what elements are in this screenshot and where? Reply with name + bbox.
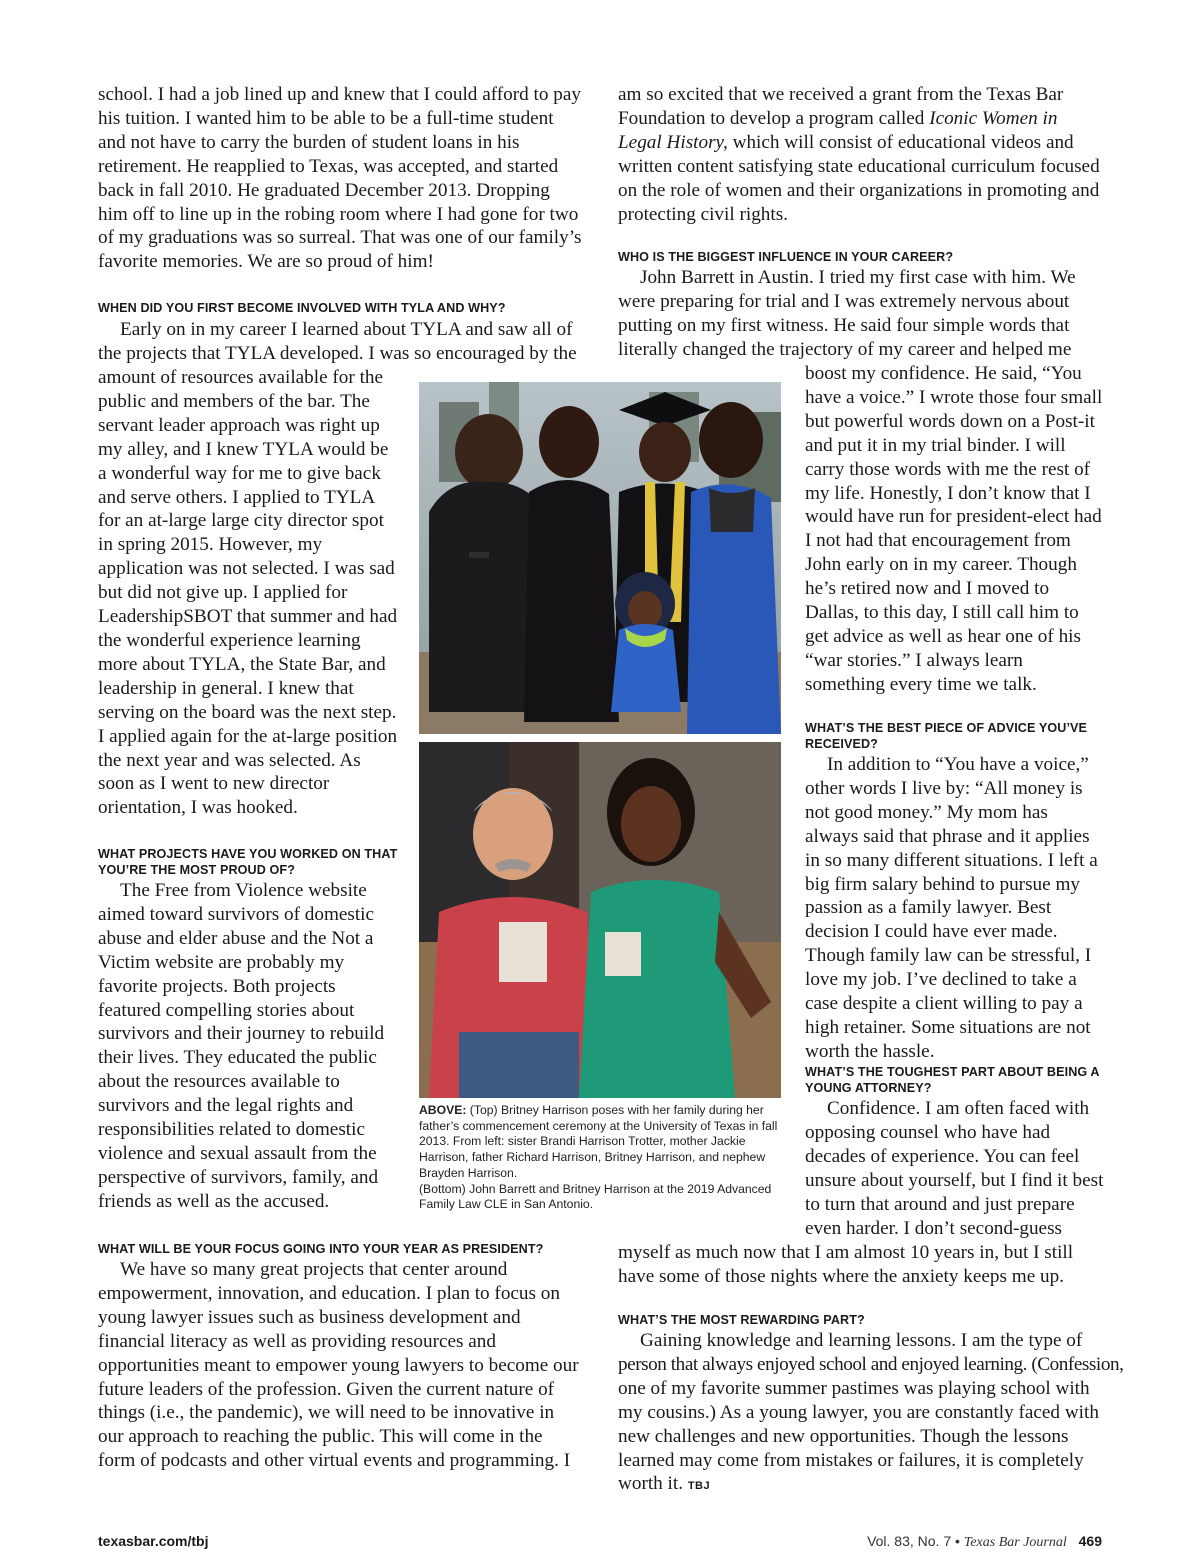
footer-folio [867, 1533, 1102, 1551]
footer-url[interactable]: texasbar.com/tbj [98, 1533, 209, 1549]
barrett-harrison-image [419, 742, 781, 1098]
grant-program-title: Iconic Women in Legal History, [618, 107, 1058, 153]
projects-paragraph: The Free from Violence website aimed toward survivors of domestic abuse and elder abuse and the Not a Victim website are probably my favorite projects. Both projects featured compelling stories about survivors and their journey to rebuild their lives. They educated the public about the resources available to survivors and the legal rights and responsibilities related to domestic violence and sexual assault from the perspective of survivors, family, and friends as well as the accused. [98, 880, 385, 1212]
heading-projects: WHAT PROJECTS HAVE YOU WORKED ON THAT YOU’RE THE MOST PROUD OF? [98, 847, 398, 877]
footer-volume: Vol. 83, No. 7 [867, 1533, 952, 1549]
rewarding-line-1: Gaining knowledge and learning lessons. I am the type of [640, 1330, 1083, 1351]
page-number: 469 [1078, 1533, 1102, 1549]
heading-toughest: WHAT’S THE TOUGHEST PART ABOUT BEING A YOUNG ATTORNEY? [805, 1065, 1100, 1095]
rewarding-line-2: person that always enjoyed school and enjoyed learning. (Confession, [618, 1353, 1124, 1375]
tyla-paragraph-wide: Early on in my career I learned about TYLA and saw all of the projects that TYLA developed. I was so encouraged by the [98, 319, 577, 364]
intro-paragraph: school. I had a job lined up and knew that I could afford to pay his tuition. I wanted him to be able to be a full-time student and not have to carry the burden of student loans in his retirement. He reapplied to Texas, was accepted, and started back in fall 2010. He graduated December 2013. Dropping him off to line up in the robing room where I had gone for two of my graduations was so surreal. That was one of our family’s favorite memories. We are so proud of him! [98, 84, 582, 273]
footer-bullet: • [955, 1533, 960, 1549]
grant-text-b: which will consist of educational videos and written content satisfying state educational curriculum focused on the role of women and their organizations in promoting and protecting civil rights. [618, 131, 1100, 225]
family-graduation-image [419, 382, 781, 734]
influence-paragraph-narrow: boost my confidence. He said, “You have a voice.” I wrote those four small but powerful words down on a Post-it and put it in my trial binder. I will carry those words with me the rest of my life. Honestly, I don’t know that I would have run for president-elect had I not had that encouragement from John early on in my career. Though he’s retired now and I moved to Dallas, to this day, I still call him to get advice as well as hear one of his “war stories.” I always learn something every time we talk. [805, 363, 1103, 695]
caption-bottom: (Bottom) John Barrett and Britney Harrison at the 2019 Advanced Family Law CLE in San Antonio. [419, 1181, 772, 1212]
focus-paragraph: We have so many great projects that center around empowerment, innovation, and education. I plan to focus on young lawyer issues such as business development and financial literacy as well as providing resources and opportunities meant to empower young lawyers to become our future leaders of the profession. Given the current nature of things (i.e., the pandemic), we will need to be innovative in our approach to reaching the public. This will come in the form of podcasts and other virtual events and programming. I [98, 1259, 579, 1472]
toughest-paragraph-wide: myself as much now that I am almost 10 years in, but I still have some of those nights where the anxiety keeps me up. [618, 1242, 1074, 1287]
grant-paragraph [618, 83, 1104, 226]
caption-top: (Top) Britney Harrison poses with her family during her father’s commencement ceremony at the University of Texas in fall 2013. From left: sister Brandi Harrison Trotter, mother Jackie Harrison, father Richard Harrison, Britney Harrison, and nephew Brayden Harrison. [419, 1103, 778, 1180]
heading-rewarding: WHAT’S THE MOST REWARDING PART? [618, 1313, 865, 1327]
rewarding-paragraph [618, 1329, 1124, 1499]
advice-paragraph: In addition to “You have a voice,” other words I live by: “All money is not good money.” My mom has always said that phrase and it applies in so many different situations. I left a big firm salary behind to pursue my passion as a family lawyer. Best decision I could have ever made. Though family law can be stressful, I love my job. I’ve declined to take a case despite a client willing to pay a high retainer. Some situations are not worth the hassle. [805, 754, 1098, 1062]
grant-text-a: am so excited that we received a grant from the Texas Bar Foundation to develop a program called [618, 84, 1064, 129]
photo-caption [419, 1103, 783, 1213]
heading-influence: WHO IS THE BIGGEST INFLUENCE IN YOUR CAREER? [618, 250, 954, 264]
rewarding-rest: one of my favorite summer pastimes was playing school with my cousins.) As a young lawyer, you are constantly faced with new challenges and new opportunities. Though the lessons learned may come from mistakes or failures, it is completely worth it. [618, 1377, 1099, 1495]
tyla-paragraph-narrow: amount of resources available for the public and members of the bar. The servant leader approach was right up my alley, and I knew TYLA would be a wonderful way for me to give back and serve others. I applied to TYLA for an at-large large city director spot in spring 2015. However, my application was not selected. I was sad but did not give up. I applied for LeadershipSBOT that summer and had the wonderful experience learning more about TYLA, the State Bar, and leadership in general. I knew that serving on the board was the next step. I applied again for the at-large position the next year and was selected. As soon as I went to new director orientation, I was hooked. [98, 367, 398, 819]
heading-advice: WHAT’S THE BEST PIECE OF ADVICE YOU’VE RECEIVED? [805, 721, 1088, 751]
caption-label: ABOVE: [419, 1103, 467, 1117]
heading-focus: WHAT WILL BE YOUR FOCUS GOING INTO YOUR YEAR AS PRESIDENT? [98, 1242, 544, 1256]
toughest-paragraph-narrow: Confidence. I am often faced with opposing counsel who have had decades of experience. You can feel unsure about yourself, but I find it best to turn that around and just prepare even harder. I don’t second-guess [805, 1098, 1104, 1239]
family-graduation-photo [419, 382, 781, 734]
heading-tyla: WHEN DID YOU FIRST BECOME INVOLVED WITH TYLA AND WHY? [98, 301, 506, 315]
footer-journal: Texas Bar Journal [963, 1535, 1067, 1550]
influence-paragraph-wide: John Barrett in Austin. I tried my first case with him. We were preparing for trial and I was extremely nervous about putting on my first witness. He said four simple words that literally changed the trajectory of my career and helped me [618, 267, 1076, 360]
tbj-end-mark: TBJ [687, 1480, 711, 1493]
barrett-harrison-photo [419, 742, 781, 1098]
